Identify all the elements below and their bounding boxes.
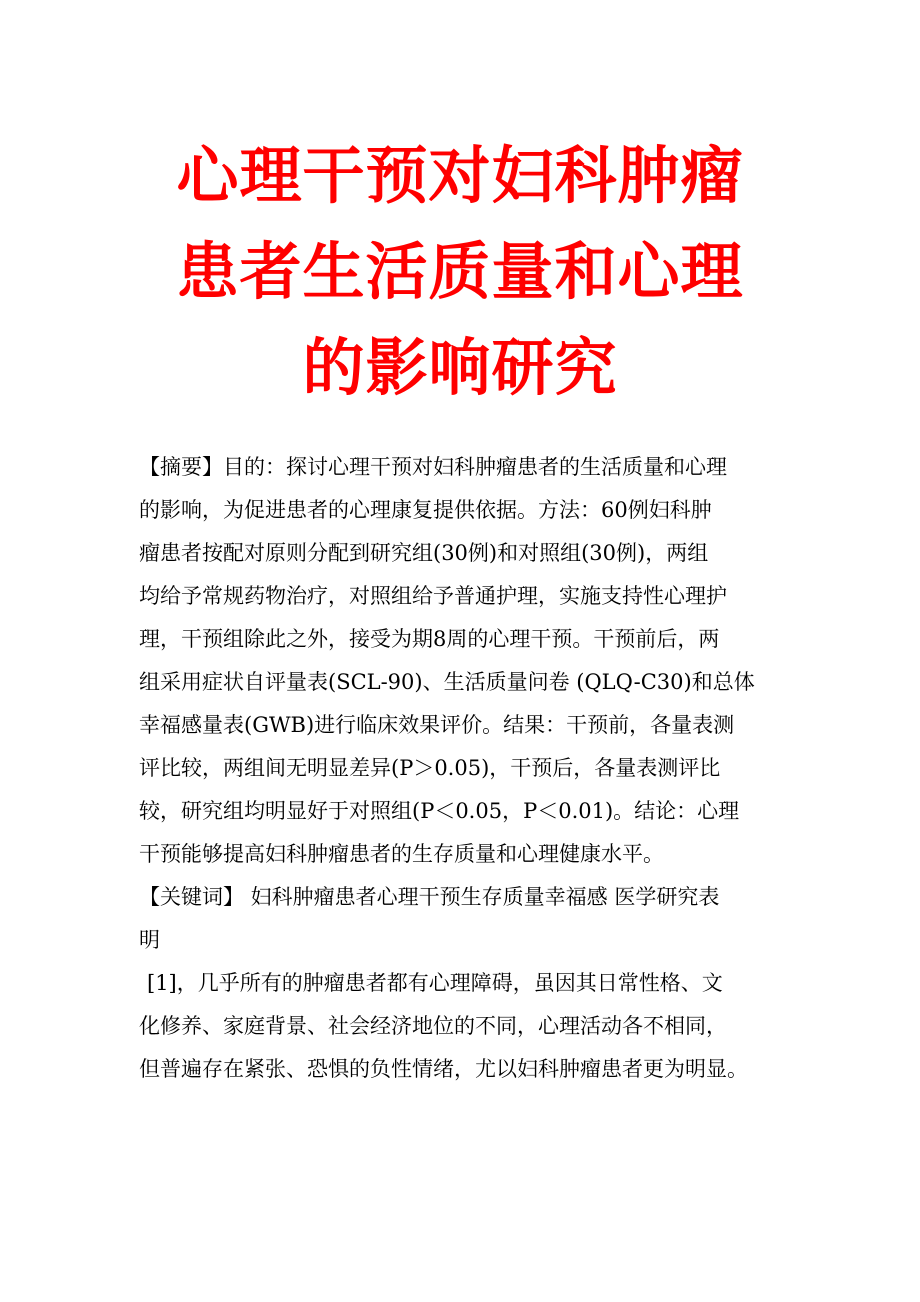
title-line: 患者生活质量和心理 [176,235,744,308]
title-line: 心理干预对妇科肿瘤 [176,139,744,212]
abstract-line: 幸福感量表(GWB)进行临床效果评价。结果：干预前，各量表测 [139,713,735,737]
abstract-line: 均给予常规药物治疗，对照组给予普通护理，实施支持性心理护 [139,584,727,608]
paragraph-line: 但普遍存在紧张、恐惧的负性情绪，尤以妇科肿瘤患者更为明显。 [139,1057,748,1081]
paragraph-line: [1]，几乎所有的肿瘤患者都有心理障碍，虽因其日常性格、文 [147,971,723,995]
document-title [100,128,820,416]
paragraph-line: 化修养、家庭背景、社会经济地位的不同，心理活动各不相同， [139,1014,727,1038]
keywords-line: 【关键词】 妇科肿瘤患者心理干预生存质量幸福感 医学研究表 [139,885,720,909]
title-line: 的影响研究 [302,331,618,404]
abstract-line: 瘤患者按配对原则分配到研究组(30例)和对照组(30例)，两组 [139,541,709,565]
abstract-line: 评比较，两组间无明显差异(P＞0.05)，干预后，各量表测评比 [139,756,721,780]
abstract-line: 【摘要】目的：探讨心理干预对妇科肿瘤患者的生活质量和心理 [139,455,727,479]
abstract-line: 组采用症状自评量表(SCL-90)、生活质量问卷 (QLQ-C30)和总体 [139,670,755,694]
abstract-line: 理，干预组除此之外，接受为期8周的心理干预。干预前后，两 [139,627,720,651]
document-body [139,446,799,1091]
abstract-line: 干预能够提高妇科肿瘤患者的生存质量和心理健康水平。 [139,842,664,866]
keywords-line: 明 [139,928,160,952]
abstract-line: 较，研究组均明显好于对照组(P＜0.05，P＜0.01)。结论：心理 [139,799,740,823]
abstract-line: 的影响，为促进患者的心理康复提供依据。方法：60例妇科肿 [139,498,712,522]
